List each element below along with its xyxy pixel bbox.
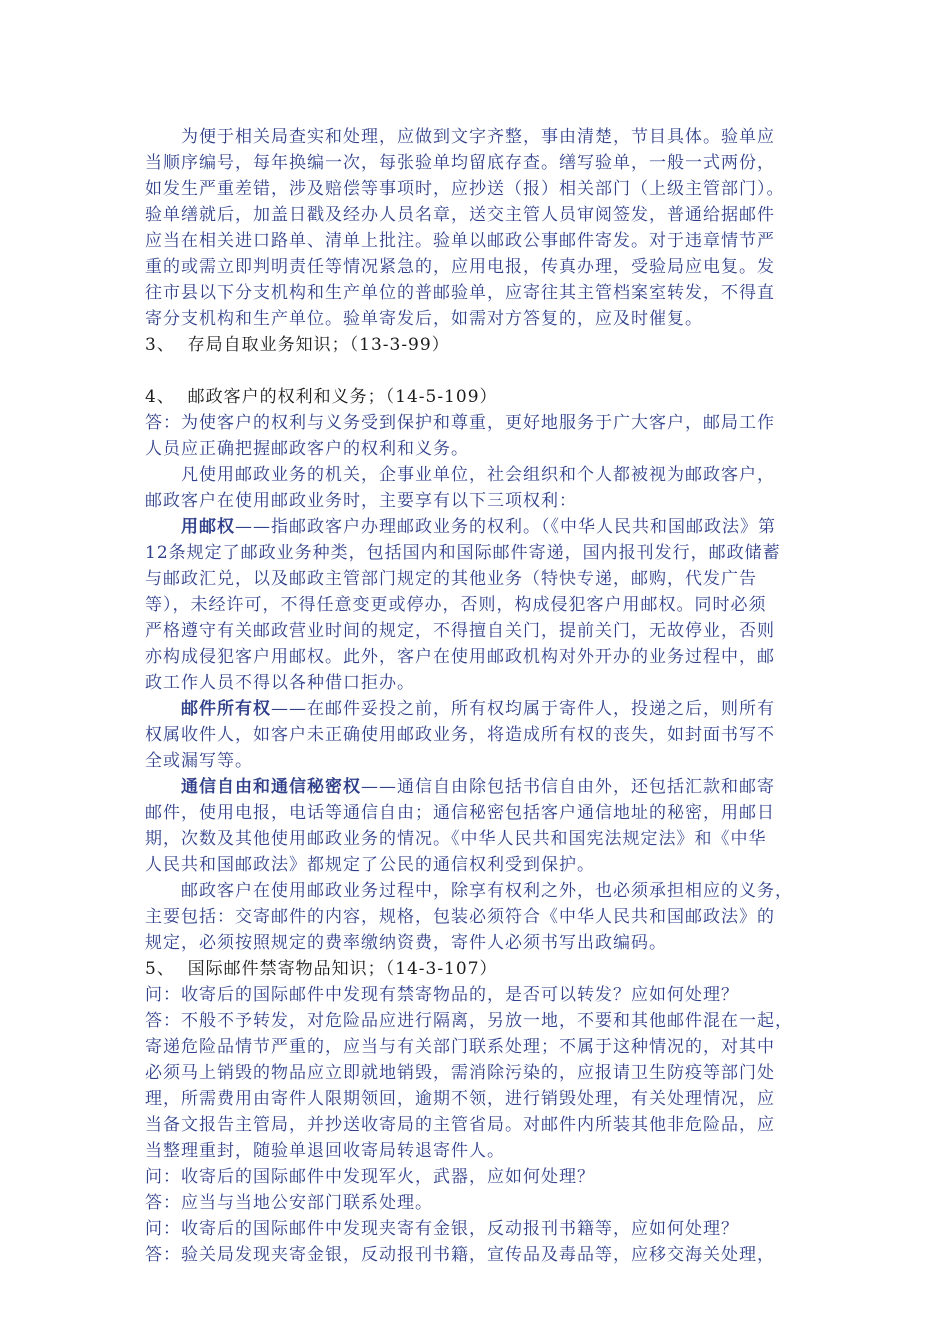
paragraph-line: 邮政客户在使用邮政业务时，主要享有以下三项权利： bbox=[145, 491, 577, 511]
paragraph-line: 当备文报告主管局，并抄送收寄局的主管省局。对邮件内所装其他非危险品，应 bbox=[145, 1115, 775, 1135]
paragraph-line: 寄递危险品情节严重的，应当与有关部门联系处理；不属于这种情况的，对其中 bbox=[145, 1037, 775, 1057]
paragraph-line: 严格遵守有关邮政营业时间的规定，不得擅自关门，提前关门，无故停业，否则 bbox=[145, 621, 775, 641]
paragraph-line: 邮政客户在使用邮政业务过程中，除享有权利之外，也必须承担相应的义务， bbox=[181, 881, 793, 901]
paragraph-line: 如发生严重差错，涉及赔偿等事项时，应抄送（报）相关部门（上级主管部门）。 bbox=[145, 179, 785, 199]
paragraph-line: 凡使用邮政业务的机关，企事业单位，社会组织和个人都被视为邮政客户， bbox=[181, 465, 775, 485]
spacer bbox=[145, 358, 825, 384]
term-text: ——指邮政客户办理邮政业务的权利。（《中华人民共和国邮政法》第 bbox=[235, 517, 776, 537]
paragraph-line: 应当在相关进口路单、清单上批注。验单以邮政公事邮件寄发。对于违章情节严 bbox=[145, 231, 775, 251]
paragraph-line bbox=[145, 774, 825, 800]
paragraph-line: 当整理重封，随验单退回收寄局转退寄件人。 bbox=[145, 1141, 505, 1161]
paragraph-line: 寄分支机构和生产单位。验单寄发后，如需对方答复的，应及时催复。 bbox=[145, 309, 703, 329]
term-bold: 用邮权 bbox=[181, 517, 235, 537]
paragraph-line: 全或漏写等。 bbox=[145, 751, 253, 771]
paragraph-line: 与邮政汇兑，以及邮政主管部门规定的其他业务（特快专递，邮购，代发广告 bbox=[145, 569, 757, 589]
answer-line: 答：不般不予转发，对危险品应进行隔离，另放一地，不要和其他邮件混在一起， bbox=[145, 1011, 793, 1031]
paragraph-line: 人民共和国邮政法》都规定了公民的通信权利受到保护。 bbox=[145, 855, 595, 875]
term-text: ——在邮件妥投之前，所有权均属于寄件人，投递之后，则所有 bbox=[271, 699, 775, 719]
section-heading: 3、 存局自取业务知识；（13-3-99） bbox=[145, 335, 450, 355]
paragraph-line bbox=[145, 696, 825, 722]
answer-line: 答：应当与当地公安部门联系处理。 bbox=[145, 1193, 433, 1213]
paragraph-line: 理，所需费用由寄件人限期领回，逾期不领，进行销毁处理，有关处理情况，应 bbox=[145, 1089, 775, 1109]
term-text: ——通信自由除包括书信自由外，还包括汇款和邮寄 bbox=[361, 777, 775, 797]
document-body bbox=[145, 124, 825, 1268]
paragraph-line: 规定，必须按照规定的费率缴纳资费，寄件人必须书写出政编码。 bbox=[145, 933, 667, 953]
paragraph-line: 邮件，使用电报，电话等通信自由；通信秘密包括客户通信地址的秘密，用邮日 bbox=[145, 803, 775, 823]
section-heading: 5、 国际邮件禁寄物品知识；（14-3-107） bbox=[145, 959, 498, 979]
section-heading: 4、 邮政客户的权利和义务；（14-5-109） bbox=[145, 387, 498, 407]
paragraph-line bbox=[145, 514, 825, 540]
paragraph-line: 12条规定了邮政业务种类，包括国内和国际邮件寄递，国内报刊发行，邮政储蓄 bbox=[145, 543, 781, 563]
paragraph-line: 当顺序编号，每年换编一次，每张验单均留底存查。缮写验单，一般一式两份， bbox=[145, 153, 775, 173]
paragraph-line: 重的或需立即判明责任等情况紧急的，应用电报，传真办理，受验局应电复。发 bbox=[145, 257, 775, 277]
question-line: 问：收寄后的国际邮件中发现军火，武器，应如何处理？ bbox=[145, 1167, 595, 1187]
answer-line: 答：验关局发现夹寄金银，反动报刊书籍，宣传品及毒品等，应移交海关处理， bbox=[145, 1245, 775, 1265]
paragraph-line: 主要包括：交寄邮件的内容，规格，包装必须符合《中华人民共和国邮政法》的 bbox=[145, 907, 775, 927]
question-line: 问：收寄后的国际邮件中发现夹寄有金银，反动报刊书籍等，应如何处理？ bbox=[145, 1219, 739, 1239]
paragraph-line: 政工作人员不得以各种借口拒办。 bbox=[145, 673, 415, 693]
paragraph-line: 必须马上销毁的物品应立即就地销毁，需消除污染的，应报请卫生防疫等部门处 bbox=[145, 1063, 775, 1083]
term-bold: 通信自由和通信秘密权 bbox=[181, 777, 361, 797]
question-line: 问：收寄后的国际邮件中发现有禁寄物品的，是否可以转发？应如何处理？ bbox=[145, 985, 739, 1005]
paragraph-line: 期，次数及其他使用邮政业务的情况。《中华人民共和国宪法规定法》和《中华 bbox=[145, 829, 767, 849]
paragraph-line: 验单缮就后，加盖日戳及经办人员名章，送交主管人员审阅签发，普通给据邮件 bbox=[145, 205, 775, 225]
paragraph-line: 亦构成侵犯客户用邮权。此外，客户在使用邮政机构对外开办的业务过程中，邮 bbox=[145, 647, 775, 667]
answer-line: 答：为使客户的权利与义务受到保护和尊重，更好地服务于广大客户，邮局工作 bbox=[145, 413, 775, 433]
paragraph-line: 往市县以下分支机构和生产单位的普邮验单，应寄往其主管档案室转发，不得直 bbox=[145, 283, 775, 303]
paragraph-line: 人员应正确把握邮政客户的权利和义务。 bbox=[145, 439, 469, 459]
paragraph-line: 为便于相关局查实和处理，应做到文字齐整，事由清楚，节目具体。验单应 bbox=[181, 127, 775, 147]
term-bold: 邮件所有权 bbox=[181, 699, 271, 719]
paragraph-line: 权属收件人，如客户未正确使用邮政业务，将造成所有权的丧失，如封面书写不 bbox=[145, 725, 775, 745]
paragraph-line: 等），未经许可，不得任意变更或停办，否则，构成侵犯客户用邮权。同时必须 bbox=[145, 595, 767, 615]
